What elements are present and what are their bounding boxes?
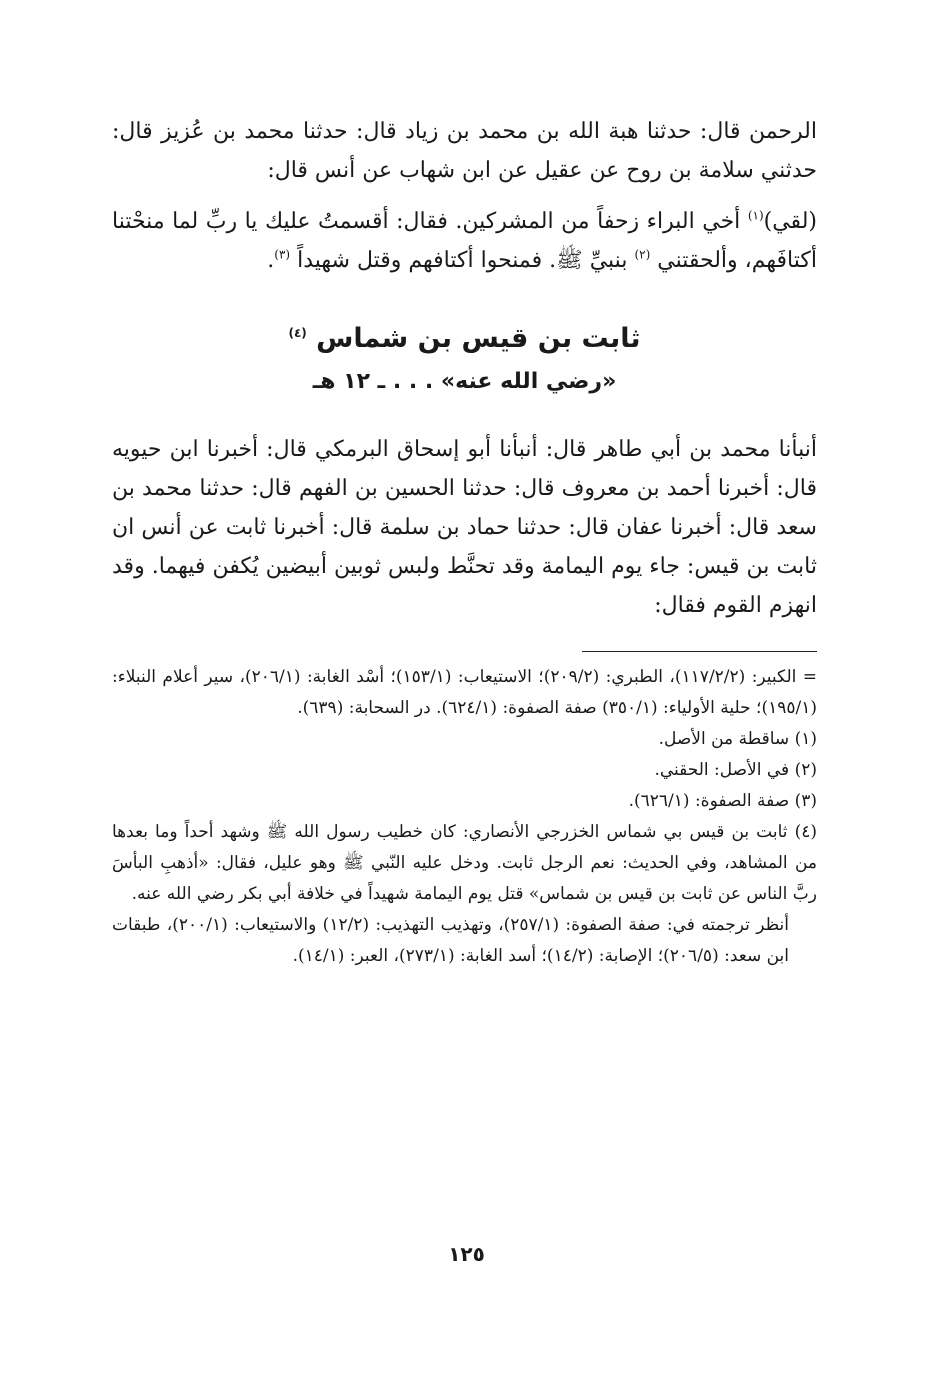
footnote-4-sources: أنظر ترجمته في: صفة الصفوة: (٢٥٧/١)، وتهذيب التهذيب: (١٢/٢) والاستيعاب: (٢٠٠/١)، طبقات ابن سعد: (٢٠٦/٥)؛ الإصابة: (١٤/٢)؛ أسد الغابة: (٢٧٣/١)، العبر: (١٤/١). (112, 915, 790, 966)
footnote-ref-3[interactable]: (٣) (274, 247, 291, 262)
page-number: ١٢٥ (448, 1242, 485, 1266)
footnote-ref-2[interactable]: (٢) (634, 247, 651, 262)
footnote-1: (١) ساقطة من الأصل. (658, 729, 817, 749)
paragraph-text: أخي البراء زحفاً من المشركين. فقال: أقسمتُ عليك يا ربِّ لما منحْتنا أكتافَهم، وألحقتني (112, 209, 817, 273)
page-body (112, 112, 817, 972)
footnote-continuation: = الكبير: (١١٧/٢/٢)، الطبري: (٢٠٩/٢)؛ الاستيعاب: (١٥٣/١)؛ أسْد الغابة: (٢٠٦/١)، سير أعلام النبلاء: (١٩٥/١)؛ حلية الأولياء: (٣٥٠/١) صفة الصفوة: (٦٢٤/١). در السحابة: (٦٣٩). (112, 667, 817, 718)
footnote-divider (582, 651, 817, 652)
paragraph-hadith-1 (112, 202, 817, 280)
section-subtitle: «رضي الله عنه» . . . ـ ١٢ هـ (312, 369, 617, 394)
footnote-2: (٢) في الأصل: الحقني. (654, 760, 817, 780)
paragraph-text: بنبيِّ ﷺ. فمنحوا أكتافهم وقتل شهيداً (297, 248, 628, 273)
paragraph-text: . (267, 248, 275, 273)
paragraph-isnad-2: أنبأنا محمد بن أبي طاهر قال: أنبأنا أبو إسحاق البرمكي قال: أخبرنا ابن حيويه قال: أخبرنا أحمد بن معروف قال: حدثنا الحسين بن الفهم قال: حدثنا محمد بن سعد قال: أخبرنا عفان قال: حدثنا حماد بن سلمة قال: أخبرنا ثابت عن أنس ان ثابت بن قيس: جاء يوم اليمامة وقد تحنَّط ولبس ثوبين أبيضين يُكفن فيهما. وقد انهزم القوم فقال: (112, 437, 817, 618)
paragraph-text: (لقي) (763, 209, 817, 234)
footnote-ref-1[interactable]: (١) (747, 208, 764, 223)
footnote-3: (٣) صفة الصفوة: (٦٢٦/١). (628, 791, 817, 811)
footnote-ref-4[interactable]: (٤) (288, 326, 307, 340)
section-title (112, 316, 817, 362)
section-title-text: ثابت بن قيس بن شماس (316, 323, 641, 354)
paragraph-isnad-1: الرحمن قال: حدثنا هبة الله بن محمد بن زياد قال: حدثنا محمد بن عُزيز قال: حدثني سلامة بن روح عن عقيل عن ابن شهاب عن أنس قال: (112, 119, 817, 183)
footnote-4: (٤) ثابت بن قيس بي شماس الخزرجي الأنصاري: كان خطيب رسول الله ﷺ وشهد أحداً وما بعدها من المشاهد، وفي الحديث: نعم الرجل ثابت. ودخل عليه النّبي ﷺ وهو عليل، فقال: «أذهبِ البأسَ ربَّ الناس عن ثابت بن قيس بن شماس» قتل يوم اليمامة شهيداً في خلافة أبي بكر رضي الله عنه. (112, 822, 817, 904)
